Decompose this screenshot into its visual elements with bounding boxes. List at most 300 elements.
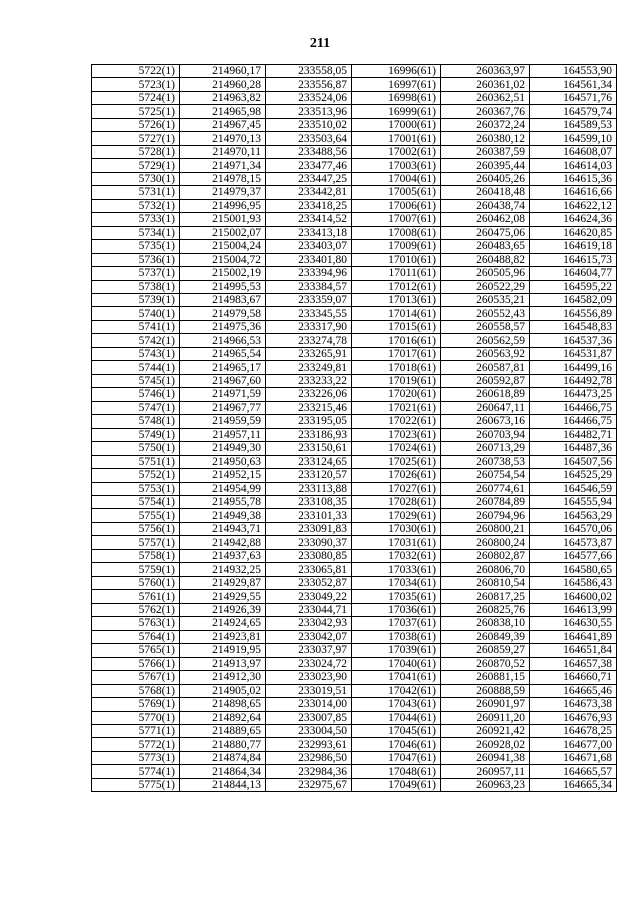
- table-cell-point-id-b: 17014(61): [352, 307, 441, 320]
- table-cell-y-coord-b: 164492,78: [530, 374, 617, 387]
- table-cell-point-id-a: 5759(1): [92, 563, 180, 576]
- table-cell-y-coord-a: 233037,97: [266, 644, 352, 657]
- table-row: [92, 172, 617, 185]
- table-cell-point-id-a: 5765(1): [92, 644, 180, 657]
- table-cell-x-coord-a: 214963,82: [180, 91, 266, 104]
- table-cell-y-coord-b: 164676,93: [530, 711, 617, 724]
- table-cell-x-coord-a: 214943,71: [180, 522, 266, 535]
- table-cell-x-coord-a: 214923,81: [180, 630, 266, 643]
- table-cell-point-id-a: 5726(1): [92, 118, 180, 131]
- table-cell-x-coord-a: 214960,28: [180, 78, 266, 91]
- table-cell-x-coord-a: 214971,59: [180, 388, 266, 401]
- table-cell-x-coord-b: 260673,16: [441, 415, 530, 428]
- table-cell-point-id-a: 5738(1): [92, 280, 180, 293]
- table-cell-y-coord-a: 233274,78: [266, 334, 352, 347]
- table-cell-x-coord-b: 260558,57: [441, 320, 530, 333]
- table-cell-point-id-a: 5774(1): [92, 765, 180, 778]
- table-cell-x-coord-b: 260647,11: [441, 401, 530, 414]
- table-cell-point-id-a: 5731(1): [92, 186, 180, 199]
- table-cell-x-coord-b: 260372,24: [441, 118, 530, 131]
- table-cell-y-coord-a: 232975,67: [266, 778, 352, 791]
- table-cell-y-coord-b: 164553,90: [530, 65, 617, 78]
- table-row: [92, 91, 617, 104]
- table-cell-y-coord-b: 164660,71: [530, 671, 617, 684]
- table-cell-x-coord-b: 260800,21: [441, 522, 530, 535]
- table-cell-x-coord-a: 214975,36: [180, 320, 266, 333]
- table-cell-y-coord-a: 233007,85: [266, 711, 352, 724]
- coordinates-table-body: [92, 65, 617, 792]
- table-row: [92, 778, 617, 791]
- table-cell-y-coord-a: 233052,87: [266, 576, 352, 589]
- table-cell-y-coord-b: 164556,89: [530, 307, 617, 320]
- table-row: [92, 293, 617, 306]
- table-cell-point-id-a: 5773(1): [92, 751, 180, 764]
- table-cell-x-coord-b: 260784,89: [441, 496, 530, 509]
- table-cell-x-coord-a: 214932,25: [180, 563, 266, 576]
- table-cell-y-coord-a: 233042,07: [266, 630, 352, 643]
- table-cell-x-coord-b: 260802,87: [441, 549, 530, 562]
- table-cell-y-coord-a: 233249,81: [266, 361, 352, 374]
- table-row: [92, 428, 617, 441]
- table-cell-y-coord-a: 233080,85: [266, 549, 352, 562]
- table-cell-x-coord-b: 260462,08: [441, 213, 530, 226]
- table-cell-x-coord-a: 214995,53: [180, 280, 266, 293]
- table-cell-point-id-a: 5775(1): [92, 778, 180, 791]
- table-row: [92, 347, 617, 360]
- table-row: [92, 307, 617, 320]
- table-cell-x-coord-b: 260405,26: [441, 172, 530, 185]
- table-cell-x-coord-a: 214965,98: [180, 105, 266, 118]
- table-cell-x-coord-b: 260941,38: [441, 751, 530, 764]
- table-cell-point-id-b: 17042(61): [352, 684, 441, 697]
- table-cell-y-coord-a: 233513,96: [266, 105, 352, 118]
- table-cell-y-coord-b: 164580,65: [530, 563, 617, 576]
- table-cell-x-coord-a: 214954,99: [180, 482, 266, 495]
- table-cell-y-coord-a: 233101,33: [266, 509, 352, 522]
- table-cell-point-id-b: 17015(61): [352, 320, 441, 333]
- table-cell-x-coord-a: 214983,67: [180, 293, 266, 306]
- table-cell-point-id-a: 5757(1): [92, 536, 180, 549]
- table-cell-y-coord-a: 233418,25: [266, 199, 352, 212]
- table-cell-x-coord-b: 260859,27: [441, 644, 530, 657]
- table-cell-y-coord-b: 164608,07: [530, 145, 617, 158]
- table-row: [92, 698, 617, 711]
- table-cell-point-id-b: 17041(61): [352, 671, 441, 684]
- table-cell-y-coord-b: 164600,02: [530, 590, 617, 603]
- table-cell-y-coord-a: 233414,52: [266, 213, 352, 226]
- table-cell-point-id-a: 5746(1): [92, 388, 180, 401]
- table-row: [92, 684, 617, 697]
- table-cell-y-coord-b: 164482,71: [530, 428, 617, 441]
- table-cell-x-coord-a: 214952,15: [180, 469, 266, 482]
- table-cell-x-coord-b: 260563,92: [441, 347, 530, 360]
- table-cell-x-coord-a: 214959,59: [180, 415, 266, 428]
- table-cell-point-id-b: 17044(61): [352, 711, 441, 724]
- table-cell-x-coord-a: 214874,84: [180, 751, 266, 764]
- table-cell-x-coord-b: 260363,97: [441, 65, 530, 78]
- table-cell-x-coord-a: 214924,65: [180, 617, 266, 630]
- table-cell-y-coord-a: 233477,46: [266, 159, 352, 172]
- table-cell-x-coord-a: 214844,13: [180, 778, 266, 791]
- table-row: [92, 159, 617, 172]
- table-cell-y-coord-b: 164622,12: [530, 199, 617, 212]
- table-cell-point-id-a: 5762(1): [92, 603, 180, 616]
- table-cell-point-id-b: 16997(61): [352, 78, 441, 91]
- table-cell-point-id-a: 5766(1): [92, 657, 180, 670]
- table-cell-point-id-b: 17043(61): [352, 698, 441, 711]
- table-row: [92, 455, 617, 468]
- table-cell-point-id-a: 5729(1): [92, 159, 180, 172]
- table-cell-point-id-a: 5728(1): [92, 145, 180, 158]
- table-cell-point-id-b: 17018(61): [352, 361, 441, 374]
- table-cell-point-id-b: 17010(61): [352, 253, 441, 266]
- table-cell-x-coord-b: 260901,97: [441, 698, 530, 711]
- table-cell-point-id-a: 5768(1): [92, 684, 180, 697]
- table-cell-x-coord-a: 214937,63: [180, 549, 266, 562]
- table-cell-x-coord-a: 215002,19: [180, 267, 266, 280]
- table-cell-x-coord-a: 214960,17: [180, 65, 266, 78]
- table-cell-y-coord-b: 164573,87: [530, 536, 617, 549]
- table-cell-y-coord-a: 233556,87: [266, 78, 352, 91]
- table-cell-point-id-a: 5736(1): [92, 253, 180, 266]
- table-cell-point-id-a: 5742(1): [92, 334, 180, 347]
- table-cell-x-coord-a: 215001,93: [180, 213, 266, 226]
- table-row: [92, 603, 617, 616]
- table-cell-y-coord-b: 164677,00: [530, 738, 617, 751]
- table-cell-point-id-b: 17013(61): [352, 293, 441, 306]
- table-cell-y-coord-b: 164619,18: [530, 240, 617, 253]
- table-cell-x-coord-b: 260713,29: [441, 442, 530, 455]
- table-cell-x-coord-b: 260418,48: [441, 186, 530, 199]
- table-row: [92, 334, 617, 347]
- table-cell-x-coord-b: 260774,61: [441, 482, 530, 495]
- table-row: [92, 549, 617, 562]
- table-row: [92, 361, 617, 374]
- table-cell-point-id-a: 5761(1): [92, 590, 180, 603]
- table-cell-point-id-a: 5764(1): [92, 630, 180, 643]
- table-cell-x-coord-a: 215002,07: [180, 226, 266, 239]
- table-cell-point-id-a: 5740(1): [92, 307, 180, 320]
- table-cell-y-coord-a: 233124,65: [266, 455, 352, 468]
- table-cell-point-id-b: 17032(61): [352, 549, 441, 562]
- table-cell-x-coord-a: 214942,88: [180, 536, 266, 549]
- table-cell-y-coord-a: 233233,22: [266, 374, 352, 387]
- table-cell-y-coord-a: 232984,36: [266, 765, 352, 778]
- table-cell-point-id-a: 5769(1): [92, 698, 180, 711]
- table-cell-x-coord-a: 214949,38: [180, 509, 266, 522]
- table-cell-y-coord-b: 164546,59: [530, 482, 617, 495]
- table-cell-point-id-b: 17002(61): [352, 145, 441, 158]
- table-cell-x-coord-b: 260928,02: [441, 738, 530, 751]
- table-cell-x-coord-a: 214929,55: [180, 590, 266, 603]
- table-row: [92, 145, 617, 158]
- table-cell-y-coord-b: 164537,36: [530, 334, 617, 347]
- table-cell-y-coord-a: 233317,90: [266, 320, 352, 333]
- table-row: [92, 320, 617, 333]
- table-cell-point-id-b: 17031(61): [352, 536, 441, 549]
- table-cell-y-coord-a: 233359,07: [266, 293, 352, 306]
- table-cell-x-coord-b: 260838,10: [441, 617, 530, 630]
- table-cell-point-id-a: 5771(1): [92, 724, 180, 737]
- table-cell-x-coord-b: 260888,59: [441, 684, 530, 697]
- table-cell-x-coord-b: 260592,87: [441, 374, 530, 387]
- table-row: [92, 186, 617, 199]
- table-cell-x-coord-a: 214950,63: [180, 455, 266, 468]
- table-cell-point-id-b: 16998(61): [352, 91, 441, 104]
- table-cell-y-coord-b: 164561,34: [530, 78, 617, 91]
- table-row: [92, 482, 617, 495]
- table-cell-x-coord-a: 215004,72: [180, 253, 266, 266]
- table-cell-point-id-b: 17034(61): [352, 576, 441, 589]
- table-cell-y-coord-b: 164582,09: [530, 293, 617, 306]
- table-cell-y-coord-b: 164571,76: [530, 91, 617, 104]
- table-row: [92, 415, 617, 428]
- table-cell-y-coord-a: 233014,00: [266, 698, 352, 711]
- table-cell-point-id-a: 5754(1): [92, 496, 180, 509]
- table-cell-point-id-a: 5744(1): [92, 361, 180, 374]
- table-cell-point-id-b: 17007(61): [352, 213, 441, 226]
- table-cell-x-coord-a: 214955,78: [180, 496, 266, 509]
- table-cell-point-id-b: 17049(61): [352, 778, 441, 791]
- table-cell-point-id-b: 17039(61): [352, 644, 441, 657]
- table-row: [92, 280, 617, 293]
- table-cell-x-coord-a: 214898,65: [180, 698, 266, 711]
- table-cell-point-id-b: 17028(61): [352, 496, 441, 509]
- table-cell-x-coord-a: 214929,87: [180, 576, 266, 589]
- table-cell-x-coord-b: 260438,74: [441, 199, 530, 212]
- table-cell-x-coord-b: 260810,54: [441, 576, 530, 589]
- table-row: [92, 711, 617, 724]
- table-cell-point-id-b: 17038(61): [352, 630, 441, 643]
- table-cell-y-coord-b: 164615,73: [530, 253, 617, 266]
- table-cell-point-id-a: 5758(1): [92, 549, 180, 562]
- table-cell-x-coord-b: 260794,96: [441, 509, 530, 522]
- table-cell-x-coord-a: 214949,30: [180, 442, 266, 455]
- table-row: [92, 226, 617, 239]
- table-cell-point-id-a: 5724(1): [92, 91, 180, 104]
- table-cell-point-id-b: 17020(61): [352, 388, 441, 401]
- table-cell-y-coord-a: 232993,61: [266, 738, 352, 751]
- table-cell-y-coord-a: 233442,81: [266, 186, 352, 199]
- table-cell-x-coord-a: 214979,58: [180, 307, 266, 320]
- table-cell-point-id-a: 5741(1): [92, 320, 180, 333]
- table-cell-y-coord-a: 233044,71: [266, 603, 352, 616]
- table-cell-x-coord-a: 214996,95: [180, 199, 266, 212]
- table-cell-point-id-b: 17037(61): [352, 617, 441, 630]
- table-cell-point-id-b: 17008(61): [352, 226, 441, 239]
- table-cell-x-coord-b: 260870,52: [441, 657, 530, 670]
- table-cell-point-id-b: 17046(61): [352, 738, 441, 751]
- table-cell-x-coord-a: 214966,53: [180, 334, 266, 347]
- table-cell-y-coord-a: 233488,56: [266, 145, 352, 158]
- table-cell-point-id-a: 5730(1): [92, 172, 180, 185]
- table-cell-point-id-a: 5733(1): [92, 213, 180, 226]
- table-cell-x-coord-a: 214970,11: [180, 145, 266, 158]
- table-row: [92, 496, 617, 509]
- table-cell-x-coord-b: 260754,54: [441, 469, 530, 482]
- table-cell-y-coord-b: 164487,36: [530, 442, 617, 455]
- table-cell-point-id-a: 5734(1): [92, 226, 180, 239]
- table-cell-x-coord-a: 215004,24: [180, 240, 266, 253]
- table-cell-y-coord-a: 232986,50: [266, 751, 352, 764]
- table-cell-point-id-b: 17021(61): [352, 401, 441, 414]
- table-cell-x-coord-b: 260806,70: [441, 563, 530, 576]
- table-cell-x-coord-b: 260800,24: [441, 536, 530, 549]
- table-cell-x-coord-a: 214864,34: [180, 765, 266, 778]
- table-cell-point-id-a: 5727(1): [92, 132, 180, 145]
- table-cell-point-id-b: 17023(61): [352, 428, 441, 441]
- table-cell-y-coord-a: 233113,88: [266, 482, 352, 495]
- table-cell-y-coord-b: 164531,87: [530, 347, 617, 360]
- table-cell-y-coord-b: 164499,16: [530, 361, 617, 374]
- table-cell-point-id-a: 5735(1): [92, 240, 180, 253]
- table-cell-y-coord-a: 233108,35: [266, 496, 352, 509]
- table-row: [92, 213, 617, 226]
- table-cell-y-coord-b: 164555,94: [530, 496, 617, 509]
- table-cell-point-id-b: 17029(61): [352, 509, 441, 522]
- table-cell-y-coord-b: 164657,38: [530, 657, 617, 670]
- table-cell-x-coord-a: 214919,95: [180, 644, 266, 657]
- table-row: [92, 199, 617, 212]
- table-cell-x-coord-b: 260849,39: [441, 630, 530, 643]
- table-cell-y-coord-b: 164671,68: [530, 751, 617, 764]
- table-cell-y-coord-b: 164473,25: [530, 388, 617, 401]
- table-cell-point-id-b: 17011(61): [352, 267, 441, 280]
- table-cell-point-id-a: 5722(1): [92, 65, 180, 78]
- table-cell-y-coord-a: 233345,55: [266, 307, 352, 320]
- table-cell-y-coord-a: 233401,80: [266, 253, 352, 266]
- table-cell-y-coord-b: 164586,43: [530, 576, 617, 589]
- table-row: [92, 644, 617, 657]
- table-cell-x-coord-a: 214967,60: [180, 374, 266, 387]
- table-row: [92, 630, 617, 643]
- table-cell-point-id-a: 5753(1): [92, 482, 180, 495]
- table-cell-point-id-a: 5755(1): [92, 509, 180, 522]
- table-cell-y-coord-a: 233503,64: [266, 132, 352, 145]
- table-cell-point-id-b: 17022(61): [352, 415, 441, 428]
- table-cell-y-coord-a: 233150,61: [266, 442, 352, 455]
- table-cell-point-id-a: 5756(1): [92, 522, 180, 535]
- table-cell-y-coord-b: 164525,29: [530, 469, 617, 482]
- table-cell-x-coord-b: 260362,51: [441, 91, 530, 104]
- table-cell-x-coord-b: 260488,82: [441, 253, 530, 266]
- table-cell-x-coord-b: 260387,59: [441, 145, 530, 158]
- table-cell-y-coord-b: 164595,22: [530, 280, 617, 293]
- table-cell-x-coord-a: 214965,17: [180, 361, 266, 374]
- table-cell-x-coord-a: 214892,64: [180, 711, 266, 724]
- table-cell-y-coord-b: 164466,75: [530, 415, 617, 428]
- table-cell-point-id-b: 17027(61): [352, 482, 441, 495]
- table-cell-point-id-a: 5745(1): [92, 374, 180, 387]
- table-row: [92, 388, 617, 401]
- table-cell-point-id-b: 17001(61): [352, 132, 441, 145]
- table-row: [92, 724, 617, 737]
- table-cell-point-id-b: 17009(61): [352, 240, 441, 253]
- table-row: [92, 617, 617, 630]
- table-cell-point-id-a: 5747(1): [92, 401, 180, 414]
- table-cell-point-id-a: 5750(1): [92, 442, 180, 455]
- table-cell-point-id-b: 17045(61): [352, 724, 441, 737]
- table-cell-x-coord-b: 260825,76: [441, 603, 530, 616]
- table-cell-x-coord-b: 260522,29: [441, 280, 530, 293]
- table-cell-x-coord-a: 214880,77: [180, 738, 266, 751]
- table-cell-point-id-b: 17036(61): [352, 603, 441, 616]
- table-cell-x-coord-a: 214971,34: [180, 159, 266, 172]
- table-cell-y-coord-b: 164507,56: [530, 455, 617, 468]
- table-cell-x-coord-a: 214978,15: [180, 172, 266, 185]
- table-cell-y-coord-b: 164665,34: [530, 778, 617, 791]
- table-cell-y-coord-a: 233023,90: [266, 671, 352, 684]
- table-cell-y-coord-a: 233226,06: [266, 388, 352, 401]
- table-cell-x-coord-b: 260562,59: [441, 334, 530, 347]
- table-cell-x-coord-a: 214967,77: [180, 401, 266, 414]
- table-row: [92, 576, 617, 589]
- table-cell-point-id-b: 16996(61): [352, 65, 441, 78]
- table-cell-y-coord-b: 164620,85: [530, 226, 617, 239]
- table-row: [92, 509, 617, 522]
- table-cell-y-coord-a: 233403,07: [266, 240, 352, 253]
- table-cell-point-id-b: 17047(61): [352, 751, 441, 764]
- table-cell-point-id-a: 5751(1): [92, 455, 180, 468]
- table-row: [92, 657, 617, 670]
- table-cell-y-coord-b: 164570,06: [530, 522, 617, 535]
- table-cell-y-coord-a: 233090,37: [266, 536, 352, 549]
- table-cell-x-coord-a: 214957,11: [180, 428, 266, 441]
- table-cell-y-coord-b: 164577,66: [530, 549, 617, 562]
- table-cell-x-coord-a: 214912,30: [180, 671, 266, 684]
- table-cell-x-coord-a: 214979,37: [180, 186, 266, 199]
- table-cell-y-coord-b: 164624,36: [530, 213, 617, 226]
- table-row: [92, 240, 617, 253]
- table-cell-point-id-b: 17040(61): [352, 657, 441, 670]
- page-number: 211: [309, 36, 331, 51]
- table-cell-point-id-a: 5739(1): [92, 293, 180, 306]
- table-row: [92, 253, 617, 266]
- table-cell-y-coord-a: 233447,25: [266, 172, 352, 185]
- table-cell-point-id-b: 17025(61): [352, 455, 441, 468]
- table-cell-x-coord-b: 260483,65: [441, 240, 530, 253]
- table-row: [92, 267, 617, 280]
- table-cell-x-coord-b: 260505,96: [441, 267, 530, 280]
- table-cell-y-coord-a: 233215,46: [266, 401, 352, 414]
- table-cell-point-id-b: 17012(61): [352, 280, 441, 293]
- table-cell-point-id-a: 5770(1): [92, 711, 180, 724]
- table-cell-point-id-a: 5760(1): [92, 576, 180, 589]
- table-cell-point-id-b: 17026(61): [352, 469, 441, 482]
- table-cell-y-coord-b: 164466,75: [530, 401, 617, 414]
- table-cell-point-id-b: 17024(61): [352, 442, 441, 455]
- table-cell-x-coord-b: 260618,89: [441, 388, 530, 401]
- table-cell-x-coord-b: 260587,81: [441, 361, 530, 374]
- table-cell-x-coord-b: 260738,53: [441, 455, 530, 468]
- table-cell-point-id-a: 5752(1): [92, 469, 180, 482]
- table-cell-point-id-a: 5763(1): [92, 617, 180, 630]
- table-cell-y-coord-b: 164548,83: [530, 320, 617, 333]
- table-cell-y-coord-a: 233186,93: [266, 428, 352, 441]
- table-cell-point-id-a: 5723(1): [92, 78, 180, 91]
- table-cell-y-coord-b: 164641,89: [530, 630, 617, 643]
- table-cell-y-coord-a: 233384,57: [266, 280, 352, 293]
- table-cell-x-coord-b: 260361,02: [441, 78, 530, 91]
- table-cell-y-coord-b: 164589,53: [530, 118, 617, 131]
- table-cell-y-coord-a: 233265,91: [266, 347, 352, 360]
- table-cell-x-coord-b: 260380,12: [441, 132, 530, 145]
- table-cell-x-coord-b: 260911,20: [441, 711, 530, 724]
- table-cell-point-id-a: 5772(1): [92, 738, 180, 751]
- table-cell-y-coord-a: 233558,05: [266, 65, 352, 78]
- table-cell-y-coord-a: 233413,18: [266, 226, 352, 239]
- table-cell-x-coord-b: 260475,06: [441, 226, 530, 239]
